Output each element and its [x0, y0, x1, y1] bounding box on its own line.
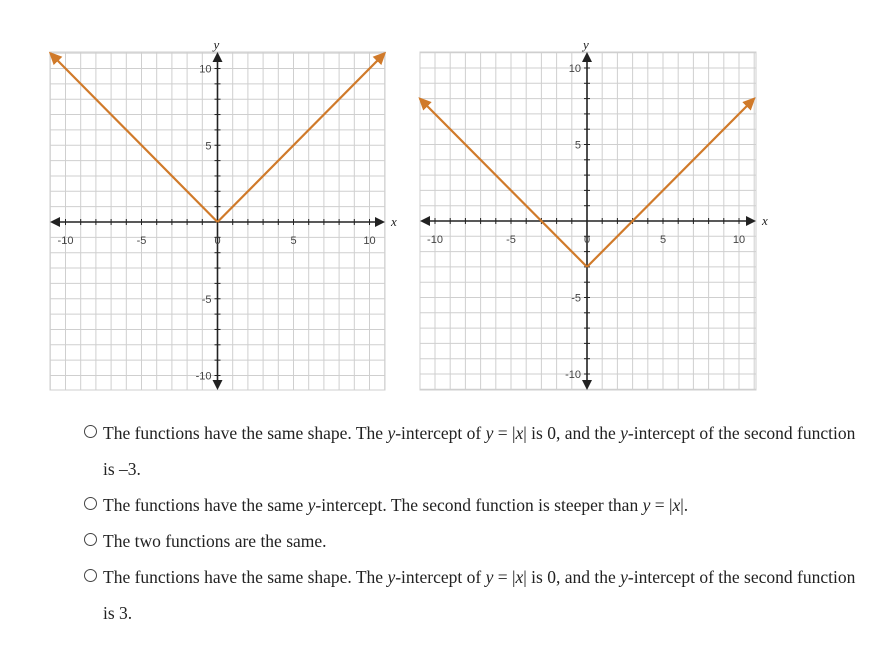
y-tick-label: -5: [571, 292, 581, 305]
y-axis-label: y: [583, 37, 589, 52]
x-axis-label: x: [762, 213, 768, 228]
math-variable: y: [387, 423, 396, 443]
graph-right: [420, 37, 768, 390]
text-fragment: = |: [493, 567, 516, 587]
text-fragment: -intercept of the second function is –3.: [103, 423, 856, 479]
answer-option[interactable]: [84, 487, 874, 523]
x-tick-label: -5: [506, 234, 516, 246]
math-variable: x: [515, 567, 524, 587]
series-line-left-branch: [50, 53, 217, 222]
answer-option-text: [103, 523, 874, 559]
x-tick-label: 5: [290, 235, 297, 247]
y-tick-label: 5: [205, 140, 212, 153]
text-fragment: The two functions are the same.: [103, 531, 327, 551]
answer-option-text: [103, 559, 874, 631]
text-fragment: -intercept of the second function is 3.: [103, 567, 856, 623]
answer-option-text: [103, 487, 874, 523]
answer-option[interactable]: [84, 559, 874, 631]
math-variable: y: [485, 567, 494, 587]
y-axis-label: y: [213, 37, 220, 52]
y-tick-label: -5: [201, 293, 212, 306]
series-line-right-branch: [587, 99, 754, 267]
answer-option[interactable]: [84, 415, 874, 487]
math-variable: y: [620, 567, 628, 587]
axes: [422, 37, 768, 388]
radio-button[interactable]: [84, 533, 97, 546]
y-tick-label: -10: [195, 370, 212, 383]
series-line-right-branch: [218, 53, 385, 222]
text-fragment: The functions have the same: [103, 495, 308, 515]
x-tick-label: 10: [732, 234, 746, 246]
radio-button[interactable]: [84, 425, 97, 438]
y-tick-label: 10: [199, 63, 212, 76]
math-variable: y: [307, 495, 316, 515]
text-fragment: -intercept of: [395, 423, 486, 443]
y-tick-label: 5: [574, 139, 581, 152]
series-line-left-branch: [420, 99, 587, 267]
x-tick-label: -10: [427, 234, 443, 246]
math-variable: x: [515, 423, 524, 443]
text-fragment: |.: [680, 495, 689, 515]
math-variable: y: [620, 423, 628, 443]
math-variable: x: [672, 495, 681, 515]
y-tick-label: 10: [568, 63, 581, 75]
text-fragment: The functions have the same shape. The: [103, 567, 388, 587]
radio-button[interactable]: [84, 569, 97, 582]
x-tick-label: 0: [583, 234, 591, 246]
text-fragment: -intercept of: [395, 567, 486, 587]
x-axis-label: x: [391, 214, 397, 229]
axes: [52, 37, 397, 388]
y-tick-label: -10: [565, 369, 581, 381]
math-variable: y: [387, 567, 396, 587]
answer-option[interactable]: [84, 523, 874, 559]
x-tick-label: 0: [214, 235, 221, 247]
answer-options: [84, 415, 874, 631]
text-fragment: | is 0, and the: [523, 423, 621, 443]
radio-button[interactable]: [84, 497, 97, 510]
x-tick-label: -10: [57, 235, 74, 247]
x-tick-label: 10: [363, 235, 376, 247]
text-fragment: -intercept. The second function is steeper than: [315, 495, 643, 515]
text-fragment: = |: [493, 423, 516, 443]
text-fragment: | is 0, and the: [523, 567, 621, 587]
x-tick-label: 5: [659, 234, 667, 246]
text-fragment: = |: [650, 495, 673, 515]
graph-left: [50, 37, 397, 390]
x-tick-label: -5: [136, 235, 147, 247]
text-fragment: The functions have the same shape. The: [103, 423, 388, 443]
answer-option-text: [103, 415, 874, 487]
math-variable: y: [642, 495, 651, 515]
math-variable: y: [485, 423, 494, 443]
